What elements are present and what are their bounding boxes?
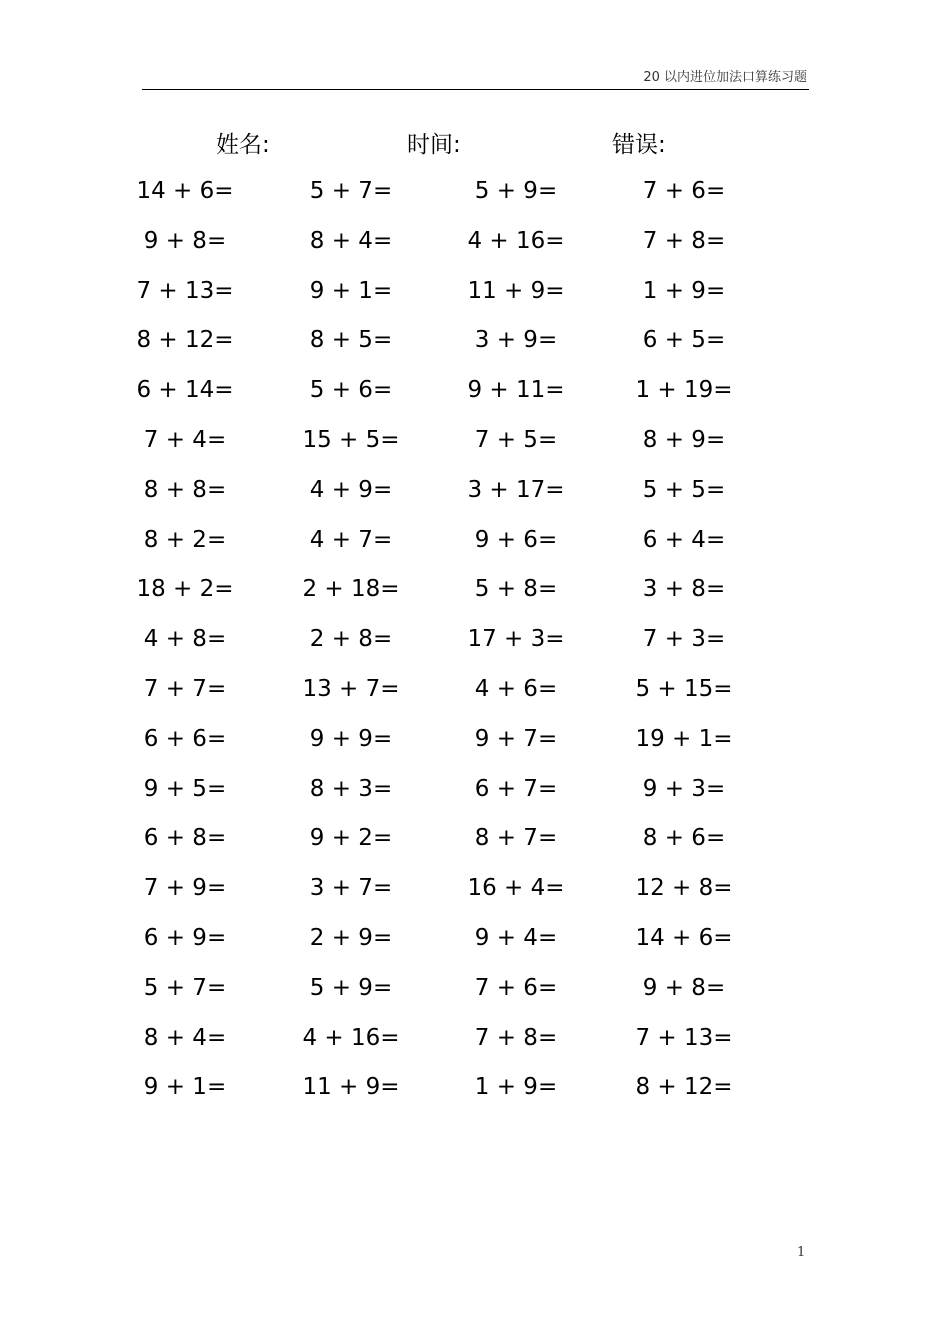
problem-row <box>0 773 950 823</box>
problem-item: 12 + 8= <box>635 875 733 902</box>
problem-item: 7 + 9= <box>143 875 227 902</box>
problem-item: 17 + 3= <box>467 626 565 653</box>
problem-item: 8 + 3= <box>309 775 393 802</box>
problem-row <box>0 225 950 275</box>
problem-item: 4 + 16= <box>302 1024 400 1051</box>
problem-item: 7 + 6= <box>642 178 726 204</box>
problem-item: 7 + 4= <box>143 426 227 453</box>
problem-row <box>0 872 950 922</box>
page-number: 1 <box>797 1245 806 1260</box>
problem-item: 9 + 9= <box>309 725 393 752</box>
problem-item: 9 + 1= <box>143 1074 227 1101</box>
problem-item: 15 + 5= <box>302 426 400 453</box>
problem-row <box>0 324 950 374</box>
problem-item: 8 + 6= <box>642 825 726 852</box>
problem-item: 1 + 19= <box>635 377 733 404</box>
problem-row <box>0 1022 950 1072</box>
problem-item: 6 + 7= <box>474 775 558 802</box>
problem-item: 7 + 8= <box>474 1024 558 1051</box>
problem-item: 19 + 1= <box>635 725 733 752</box>
problem-item: 9 + 7= <box>474 725 558 752</box>
problem-item: 8 + 7= <box>474 825 558 852</box>
problem-item: 2 + 9= <box>309 924 393 951</box>
problem-item: 4 + 6= <box>474 675 558 702</box>
problem-item: 13 + 7= <box>302 675 400 702</box>
problem-item: 5 + 7= <box>309 178 393 204</box>
problem-item: 14 + 6= <box>136 178 234 204</box>
problem-item: 9 + 2= <box>309 825 393 852</box>
problem-item: 1 + 9= <box>642 277 726 304</box>
problem-row <box>0 573 950 623</box>
problem-item: 7 + 13= <box>136 277 234 304</box>
problem-row <box>0 922 950 972</box>
problem-item: 18 + 2= <box>136 576 234 603</box>
problem-item: 7 + 5= <box>474 426 558 453</box>
student-info-row <box>0 126 950 160</box>
problem-item: 9 + 8= <box>143 227 227 254</box>
problem-item: 9 + 1= <box>309 277 393 304</box>
problem-row <box>0 822 950 872</box>
problem-item: 9 + 3= <box>642 775 726 802</box>
problem-item: 8 + 12= <box>136 327 234 354</box>
problem-item: 8 + 8= <box>143 476 227 503</box>
problem-item: 5 + 5= <box>642 476 726 503</box>
problem-row <box>0 972 950 1022</box>
problem-item: 5 + 6= <box>309 377 393 404</box>
problem-item: 4 + 9= <box>309 476 393 503</box>
problem-row <box>0 275 950 325</box>
problem-item: 3 + 8= <box>642 576 726 603</box>
problem-item: 8 + 4= <box>143 1024 227 1051</box>
problem-item: 8 + 9= <box>642 426 726 453</box>
problem-item: 4 + 7= <box>309 526 393 553</box>
problem-row <box>0 623 950 673</box>
problem-item: 3 + 7= <box>309 875 393 902</box>
problem-item: 8 + 12= <box>635 1074 733 1101</box>
problem-item: 9 + 5= <box>143 775 227 802</box>
problem-item: 7 + 8= <box>642 227 726 254</box>
problem-item: 4 + 16= <box>467 227 565 254</box>
problem-item: 7 + 13= <box>635 1024 733 1051</box>
problem-item: 8 + 5= <box>309 327 393 354</box>
problem-row <box>0 524 950 574</box>
header-rule <box>142 89 809 90</box>
problem-item: 7 + 3= <box>642 626 726 653</box>
problem-item: 9 + 6= <box>474 526 558 553</box>
problem-item: 11 + 9= <box>302 1074 400 1101</box>
name-label: 姓名: <box>216 132 270 158</box>
problem-row <box>0 723 950 773</box>
problem-item: 9 + 8= <box>642 974 726 1001</box>
problem-item: 14 + 6= <box>635 924 733 951</box>
problem-item: 5 + 7= <box>143 974 227 1001</box>
problem-item: 6 + 6= <box>143 725 227 752</box>
problem-item: 8 + 4= <box>309 227 393 254</box>
problem-item: 1 + 9= <box>474 1074 558 1101</box>
problem-row <box>0 1071 950 1121</box>
problem-row <box>0 424 950 474</box>
problem-item: 5 + 8= <box>474 576 558 603</box>
problem-row <box>0 175 950 225</box>
problem-item: 9 + 4= <box>474 924 558 951</box>
problem-item: 3 + 17= <box>467 476 565 503</box>
problem-item: 9 + 11= <box>467 377 565 404</box>
problem-item: 5 + 9= <box>474 178 558 204</box>
problem-item: 6 + 5= <box>642 327 726 354</box>
problem-grid <box>0 175 950 1121</box>
problem-item: 5 + 9= <box>309 974 393 1001</box>
problem-item: 2 + 18= <box>302 576 400 603</box>
problem-item: 4 + 8= <box>143 626 227 653</box>
problem-item: 7 + 7= <box>143 675 227 702</box>
problem-row <box>0 474 950 524</box>
problem-row <box>0 374 950 424</box>
problem-item: 6 + 4= <box>642 526 726 553</box>
header-title: 20 以内进位加法口算练习题 <box>643 70 807 85</box>
problem-item: 7 + 6= <box>474 974 558 1001</box>
problem-item: 6 + 14= <box>136 377 234 404</box>
problem-item: 3 + 9= <box>474 327 558 354</box>
problem-item: 2 + 8= <box>309 626 393 653</box>
problem-row <box>0 673 950 723</box>
problem-item: 11 + 9= <box>467 277 565 304</box>
problem-item: 5 + 15= <box>635 675 733 702</box>
problem-item: 6 + 9= <box>143 924 227 951</box>
problem-item: 8 + 2= <box>143 526 227 553</box>
problem-item: 16 + 4= <box>467 875 565 902</box>
problem-item: 6 + 8= <box>143 825 227 852</box>
error-label: 错误: <box>612 132 666 158</box>
time-label: 时间: <box>407 132 461 158</box>
